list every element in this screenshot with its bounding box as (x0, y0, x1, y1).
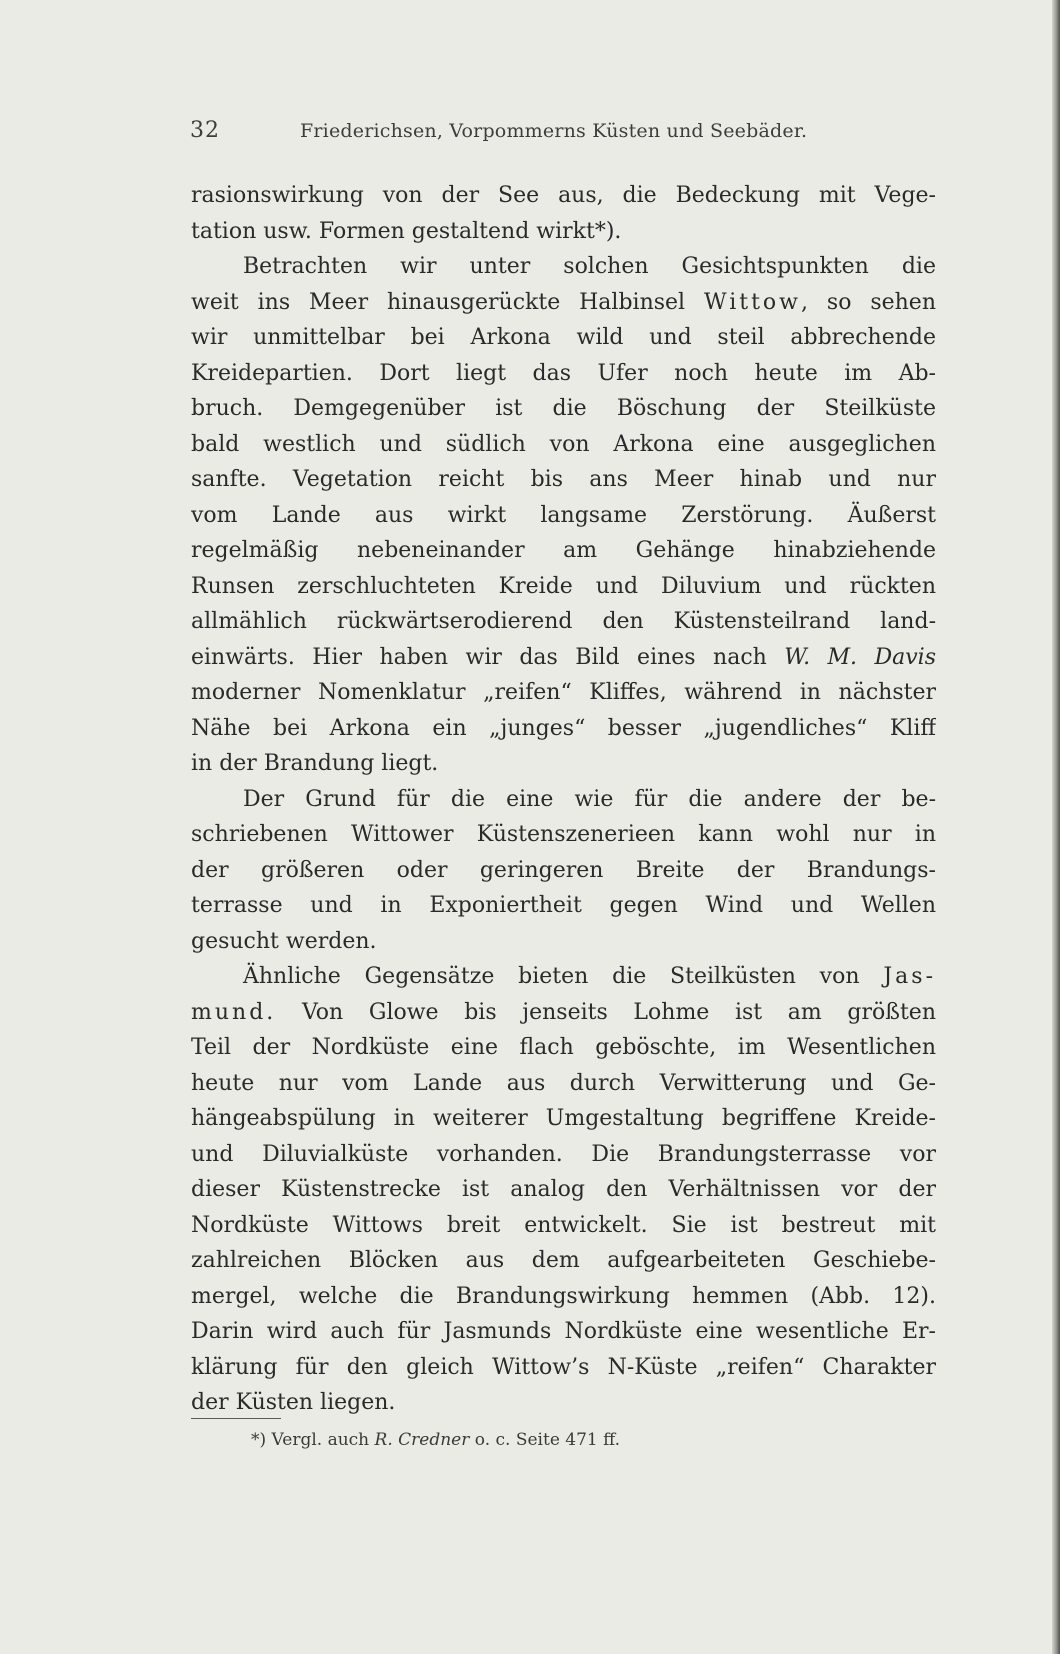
text-fragment: weit ins Meer hinausgerückte Halbinsel (191, 289, 686, 315)
text-line: Betrachten wir unter solchen Gesichtspunkten die (243, 254, 936, 279)
text-fragment: Von Glowe bis jenseits Lohme ist am größten (301, 999, 936, 1025)
text-line (191, 285, 936, 321)
text-line: bald westlich und südlich von Arkona eine ausgeglichen (191, 431, 936, 457)
text-line: der größeren oder geringeren Breite der Brandungs- (191, 857, 936, 883)
text-line: regelmäßig nebeneinander am Gehänge hinabziehende (191, 538, 936, 563)
text-line: gesucht werden. (191, 928, 377, 954)
text-line: Nordküste Wittows breit entwickelt. Sie ist bestreut mit (191, 1212, 936, 1238)
text-line: dieser Küstenstrecke ist analog den Verhältnissen vor der (191, 1177, 936, 1202)
text-line: Darin wird auch für Jasmunds Nordküste eine wesentliche Er- (191, 1319, 936, 1344)
spaced-name-jasmund: Jas- (883, 964, 936, 989)
text-line: schriebenen Wittower Küstenszenerieen kann wohl nur in (191, 822, 936, 847)
text-fragment: einwärts. Hier haben wir das Bild eines nach (191, 644, 767, 670)
page-number: 32 (190, 118, 220, 143)
footnote-text: Vergl. auch (271, 1430, 370, 1450)
text-line: und Diluvialküste vorhanden. Die Brandungsterrasse vor (191, 1141, 936, 1167)
text-line: klärung für den gleich Wittow’s N-Küste „reifen“ Charakter (191, 1354, 936, 1380)
text-fragment: Ähnliche Gegensätze bieten die Steilküsten von (243, 964, 860, 989)
text-line: moderner Nomenklatur „reifen“ Kliffes, während in nächster (191, 680, 936, 705)
running-header (191, 118, 936, 148)
text-line: mergel, welche die Brandungswirkung hemmen (Abb. 12). (191, 1283, 936, 1309)
body-text (191, 178, 936, 1421)
footnote (251, 1430, 620, 1450)
text-line (191, 995, 936, 1031)
footnote-reference: o. c. Seite 471 ff. (474, 1430, 621, 1450)
text-line: terrasse und in Exponiertheit gegen Wind und Wellen (191, 893, 936, 918)
spaced-name-jasmund-tail: mund. (191, 999, 277, 1025)
text-line: Der Grund für die eine wie für die andere der be- (243, 786, 936, 812)
spaced-name-wittow: Wittow (703, 289, 802, 315)
text-line: heute nur vom Lande aus durch Verwitterung und Ge- (191, 1070, 936, 1096)
running-title: Friederichsen, Vorpommerns Küsten und Seebäder. (300, 120, 808, 142)
text-line: wir unmittelbar bei Arkona wild und steil abbrechende (191, 325, 936, 350)
text-line: sanfte. Vegetation reicht bis ans Meer hinab und nur (191, 467, 936, 492)
footnote-separator (191, 1418, 281, 1419)
text-line (191, 640, 936, 676)
text-line: hängeabspülung in weiterer Umgestaltung begriffene Kreide- (191, 1106, 936, 1131)
text-line: Teil der Nordküste eine flach geböschte, im Wesentlichen (191, 1035, 936, 1060)
footnote-author: R. Credner (374, 1430, 470, 1450)
text-line (191, 959, 936, 995)
text-line: tation usw. Formen gestaltend wirkt*). (191, 218, 622, 244)
text-line: zahlreichen Blöcken aus dem aufgearbeiteten Geschiebe- (191, 1248, 936, 1273)
page-edge (1052, 0, 1060, 1654)
text-line: bruch. Demgegenüber ist die Böschung der Steilküste (191, 396, 936, 421)
text-fragment: , so sehen (801, 289, 936, 315)
text-line: Nähe bei Arkona ein „junges“ besser „jugendliches“ Kliff (191, 715, 936, 741)
text-line: allmählich rückwärtserodierend den Küstensteilrand land- (191, 609, 936, 634)
italic-author-davis: W. M. Davis (784, 644, 936, 670)
text-line: vom Lande aus wirkt langsame Zerstörung. Äußerst (191, 502, 936, 528)
text-line: Kreidepartien. Dort liegt das Ufer noch heute im Ab- (191, 360, 936, 386)
footnote-marker: *) (251, 1430, 267, 1450)
text-line: rasionswirkung von der See aus, die Bedeckung mit Vege- (191, 183, 936, 208)
text-line: der Küsten liegen. (191, 1390, 396, 1415)
text-line: Runsen zerschluchteten Kreide und Diluvium und rückten (191, 573, 936, 599)
text-line: in der Brandung liegt. (191, 751, 439, 776)
